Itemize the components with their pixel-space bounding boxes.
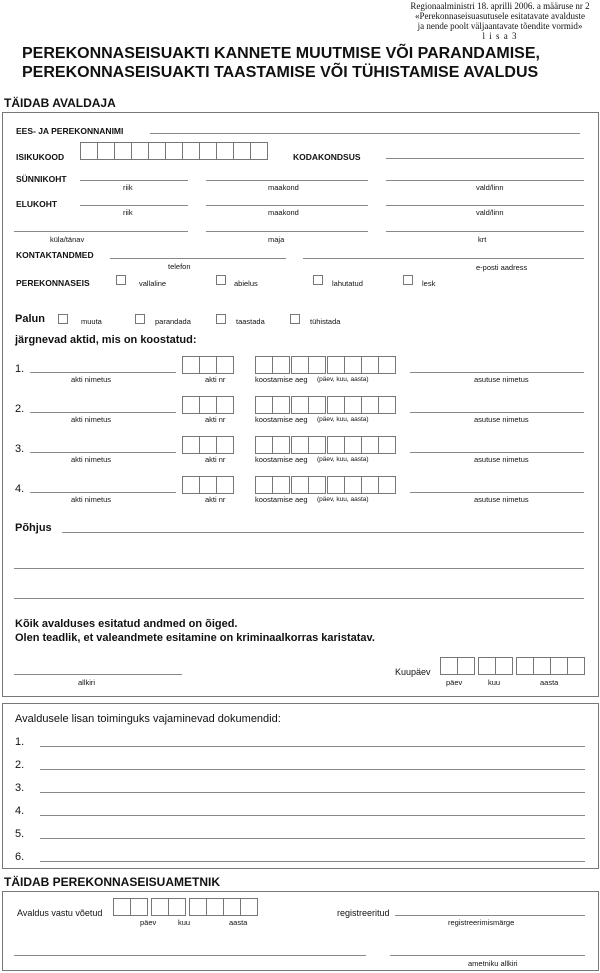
act-date-box[interactable]: [291, 476, 309, 494]
header-line-1: Regionaalministri 18. aprilli 2006. a määruse nr 2: [410, 1, 590, 11]
act-date-box[interactable]: [361, 396, 379, 414]
act-number-caption: akti nr: [205, 415, 226, 424]
act-number-box[interactable]: [216, 436, 234, 454]
act-date-box[interactable]: [308, 476, 326, 494]
birthplace-municipality-field[interactable]: [386, 180, 584, 181]
act-name-field[interactable]: [30, 412, 176, 413]
date-digit-box[interactable]: [113, 898, 131, 916]
id-code-digit-box[interactable]: [182, 142, 200, 160]
street-field[interactable]: [14, 231, 188, 232]
contact-label: KONTAKTANDMED: [16, 250, 94, 260]
attachment-number: 3.: [15, 782, 25, 794]
act-date-box[interactable]: [327, 436, 345, 454]
act-date-box[interactable]: [308, 436, 326, 454]
act-date-box[interactable]: [378, 436, 396, 454]
id-code-digit-box[interactable]: [165, 142, 183, 160]
id-code-digit-box[interactable]: [233, 142, 251, 160]
act-date-box[interactable]: [378, 396, 396, 414]
act-date-hint: (päev, kuu, aasta): [317, 456, 369, 463]
request-annul-label: tühistada: [310, 317, 341, 326]
street-caption: küla/tänav: [50, 235, 85, 244]
header-line-3: ja nende poolt väljaantavate tõendite vormid»: [417, 21, 583, 31]
request-restore-checkbox[interactable]: [216, 314, 226, 324]
official-extra-field[interactable]: [14, 955, 366, 956]
act-number-caption: akti nr: [205, 495, 226, 504]
attachment-field[interactable]: [40, 746, 585, 747]
residence-municipality-caption: vald/linn: [476, 208, 504, 217]
id-code-digit-box[interactable]: [97, 142, 115, 160]
signature-field[interactable]: [14, 674, 182, 675]
act-date-box[interactable]: [361, 356, 379, 374]
marital-single-label: vallaline: [139, 279, 167, 288]
attachment-field[interactable]: [40, 815, 585, 816]
act-date-box[interactable]: [361, 476, 379, 494]
registered-label: registreeritud: [337, 908, 390, 918]
act-date-box[interactable]: [344, 356, 362, 374]
id-code-digit-box[interactable]: [148, 142, 166, 160]
office-name-field[interactable]: [410, 412, 584, 413]
act-date-box[interactable]: [272, 356, 290, 374]
date-digit-box[interactable]: [533, 657, 551, 675]
residence-country-caption: riik: [123, 208, 133, 217]
marital-status-label: PEREKONNASEIS: [16, 278, 90, 288]
act-date-box[interactable]: [272, 476, 290, 494]
received-day-caption: päev: [140, 918, 157, 927]
attachment-field[interactable]: [40, 861, 585, 862]
act-number-box[interactable]: [199, 356, 217, 374]
title-line-2: PEREKONNASEISUAKTI TAASTAMISE VÕI TÜHISTAMISE AVALDUS: [22, 64, 539, 81]
phone-caption: telefon: [168, 262, 191, 271]
act-name-caption: akti nimetus: [71, 455, 112, 464]
act-date-box[interactable]: [344, 436, 362, 454]
attachment-number: 1.: [15, 736, 25, 748]
act-date-box[interactable]: [308, 396, 326, 414]
date-digit-box[interactable]: [567, 657, 585, 675]
reason-label: Põhjus: [15, 522, 52, 534]
received-year-caption: aasta: [229, 918, 248, 927]
act-date-box[interactable]: [308, 356, 326, 374]
marital-married-checkbox[interactable]: [216, 275, 226, 285]
date-digit-box[interactable]: [457, 657, 475, 675]
official-signature-caption: ametniku allkiri: [468, 959, 518, 968]
attachment-field[interactable]: [40, 769, 585, 770]
received-date-boxes[interactable]: [113, 898, 275, 916]
request-change-checkbox[interactable]: [58, 314, 68, 324]
official-signature-field[interactable]: [390, 955, 585, 956]
act-number-box[interactable]: [199, 476, 217, 494]
date-digit-box[interactable]: [495, 657, 513, 675]
request-restore-label: taastada: [236, 317, 265, 326]
reason-field-line-2[interactable]: [14, 568, 584, 569]
residence-county-field[interactable]: [206, 205, 368, 206]
act-number-box[interactable]: [216, 476, 234, 494]
attachment-number: 4.: [15, 805, 25, 817]
attachment-number: 2.: [15, 759, 25, 771]
act-name-field[interactable]: [30, 372, 176, 373]
residence-label: ELUKOHT: [16, 199, 58, 209]
act-date-box[interactable]: [378, 476, 396, 494]
act-date-box[interactable]: [255, 436, 273, 454]
attachment-number: 5.: [15, 828, 25, 840]
birthplace-county-caption: maakond: [268, 183, 299, 192]
act-date-caption: koostamise aeg: [255, 375, 308, 384]
act-date-box[interactable]: [291, 396, 309, 414]
act-name-caption: akti nimetus: [71, 375, 112, 384]
marital-married-label: abielus: [234, 279, 258, 288]
name-label: EES- JA PEREKONNANIMI: [16, 126, 124, 136]
marital-widowed-checkbox[interactable]: [403, 275, 413, 285]
date-digit-box[interactable]: [550, 657, 568, 675]
act-date-caption: koostamise aeg: [255, 455, 308, 464]
request-correct-checkbox[interactable]: [135, 314, 145, 324]
apartment-field[interactable]: [386, 231, 584, 232]
act-date-hint: (päev, kuu, aasta): [317, 416, 369, 423]
marital-divorced-checkbox[interactable]: [313, 275, 323, 285]
act-number-box[interactable]: [182, 356, 200, 374]
id-code-digit-box[interactable]: [131, 142, 149, 160]
date-digit-box[interactable]: [478, 657, 496, 675]
office-name-caption: asutuse nimetus: [474, 495, 529, 504]
act-date-box[interactable]: [344, 476, 362, 494]
office-name-caption: asutuse nimetus: [474, 375, 529, 384]
office-name-field[interactable]: [410, 372, 584, 373]
act-date-box[interactable]: [272, 436, 290, 454]
id-code-digit-box[interactable]: [199, 142, 217, 160]
date-day-caption: päev: [446, 678, 463, 687]
act-date-box[interactable]: [327, 356, 345, 374]
house-field[interactable]: [206, 231, 368, 232]
id-code-label: ISIKUKOOD: [16, 152, 65, 162]
office-name-field[interactable]: [410, 452, 584, 453]
id-code-digit-box[interactable]: [216, 142, 234, 160]
marital-divorced-label: lahutatud: [332, 279, 363, 288]
received-month-caption: kuu: [178, 918, 191, 927]
phone-field[interactable]: [110, 258, 286, 259]
email-caption: e-posti aadress: [476, 263, 528, 272]
birthplace-label: SÜNNIKOHT: [16, 174, 67, 184]
attachments-title: Avaldusele lisan toiminguks vajaminevad dokumendid:: [15, 713, 281, 725]
act-number-box[interactable]: [182, 476, 200, 494]
act-name-caption: akti nimetus: [71, 495, 112, 504]
request-correct-label: parandada: [155, 317, 191, 326]
act-date-caption: koostamise aeg: [255, 415, 308, 424]
act-row-number: 3.: [15, 443, 25, 455]
form-title: [22, 44, 582, 82]
header-line-4: l i s a 3: [482, 31, 518, 41]
act-number-box[interactable]: [182, 436, 200, 454]
reason-field-line-3[interactable]: [14, 598, 584, 599]
act-row-number: 2.: [15, 403, 25, 415]
date-digit-box[interactable]: [189, 898, 207, 916]
date-digit-box[interactable]: [206, 898, 224, 916]
date-digit-box[interactable]: [151, 898, 169, 916]
act-date-box[interactable]: [361, 436, 379, 454]
birthplace-municipality-caption: vald/linn: [476, 183, 504, 192]
official-section-title: TÄIDAB PEREKONNASEISUAMETNIK: [4, 875, 221, 889]
declaration-line-2: Olen teadlik, et valeandmete esitamine on kriminaalkorras karistatav.: [15, 632, 375, 644]
attachment-field[interactable]: [40, 838, 585, 839]
date-month-caption: kuu: [488, 678, 501, 687]
citizenship-field[interactable]: [386, 158, 584, 159]
attachment-number: 6.: [15, 851, 25, 863]
acts-subtitle: järgnevad aktid, mis on koostatud:: [15, 334, 197, 346]
birthplace-country-caption: riik: [123, 183, 133, 192]
act-number-box[interactable]: [182, 396, 200, 414]
act-name-field[interactable]: [30, 452, 176, 453]
id-code-digit-box[interactable]: [80, 142, 98, 160]
act-name-field[interactable]: [30, 492, 176, 493]
registration-mark-field[interactable]: [395, 915, 585, 916]
id-code-boxes[interactable]: [80, 142, 270, 160]
date-digit-box[interactable]: [440, 657, 458, 675]
name-field[interactable]: [150, 133, 580, 134]
attachments-frame: [2, 703, 599, 869]
residence-county-caption: maakond: [268, 208, 299, 217]
title-line-1: PEREKONNASEISUAKTI KANNETE MUUTMISE VÕI PARANDAMISE,: [22, 45, 540, 62]
regulation-header: [400, 1, 600, 41]
act-row-number: 4.: [15, 483, 25, 495]
act-date-box[interactable]: [272, 396, 290, 414]
applicant-section-title: TÄIDAB AVALDAJA: [4, 96, 116, 110]
act-date-box[interactable]: [255, 396, 273, 414]
date-digit-box[interactable]: [516, 657, 534, 675]
date-year-caption: aasta: [540, 678, 559, 687]
request-change-label: muuta: [81, 317, 102, 326]
office-name-caption: asutuse nimetus: [474, 455, 529, 464]
act-number-box[interactable]: [199, 436, 217, 454]
id-code-digit-box[interactable]: [114, 142, 132, 160]
reason-field-line-1[interactable]: [62, 532, 584, 533]
act-number-box[interactable]: [199, 396, 217, 414]
act-name-caption: akti nimetus: [71, 415, 112, 424]
residence-municipality-field[interactable]: [386, 205, 584, 206]
act-number-caption: akti nr: [205, 375, 226, 384]
marital-widowed-label: lesk: [422, 279, 436, 288]
act-date-box[interactable]: [378, 356, 396, 374]
citizenship-label: KODAKONDSUS: [293, 152, 361, 162]
birthplace-country-field[interactable]: [80, 180, 188, 181]
request-annul-checkbox[interactable]: [290, 314, 300, 324]
office-name-caption: asutuse nimetus: [474, 415, 529, 424]
attachment-field[interactable]: [40, 792, 585, 793]
act-number-box[interactable]: [216, 356, 234, 374]
received-label: Avaldus vastu võetud: [17, 908, 103, 918]
signature-caption: allkiri: [78, 678, 96, 687]
date-label: Kuupäev: [395, 667, 431, 677]
email-field[interactable]: [303, 258, 584, 259]
registration-mark-caption: registreerimismärge: [448, 918, 515, 927]
date-digit-box[interactable]: [130, 898, 148, 916]
date-boxes[interactable]: [440, 657, 586, 675]
declaration-line-1: Kõik avalduses esitatud andmed on õiged.: [15, 618, 238, 630]
act-date-box[interactable]: [291, 436, 309, 454]
residence-country-field[interactable]: [80, 205, 188, 206]
house-caption: maja: [268, 235, 285, 244]
request-label: Palun: [15, 313, 45, 325]
act-number-box[interactable]: [216, 396, 234, 414]
date-digit-box[interactable]: [223, 898, 241, 916]
act-row-number: 1.: [15, 363, 25, 375]
act-date-box[interactable]: [291, 356, 309, 374]
act-date-box[interactable]: [344, 396, 362, 414]
act-date-hint: (päev, kuu, aasta): [317, 496, 369, 503]
date-digit-box[interactable]: [240, 898, 258, 916]
marital-single-checkbox[interactable]: [116, 275, 126, 285]
act-date-box[interactable]: [255, 476, 273, 494]
act-number-caption: akti nr: [205, 455, 226, 464]
office-name-field[interactable]: [410, 492, 584, 493]
act-date-box[interactable]: [327, 476, 345, 494]
act-date-caption: koostamise aeg: [255, 495, 308, 504]
act-date-hint: (päev, kuu, aasta): [317, 376, 369, 383]
date-digit-box[interactable]: [168, 898, 186, 916]
apartment-caption: krt: [478, 235, 487, 244]
act-date-box[interactable]: [255, 356, 273, 374]
birthplace-county-field[interactable]: [206, 180, 368, 181]
act-date-box[interactable]: [327, 396, 345, 414]
header-line-2: «Perekonnaseisuasutusele esitatavate avalduste: [415, 11, 585, 21]
id-code-digit-box[interactable]: [250, 142, 268, 160]
